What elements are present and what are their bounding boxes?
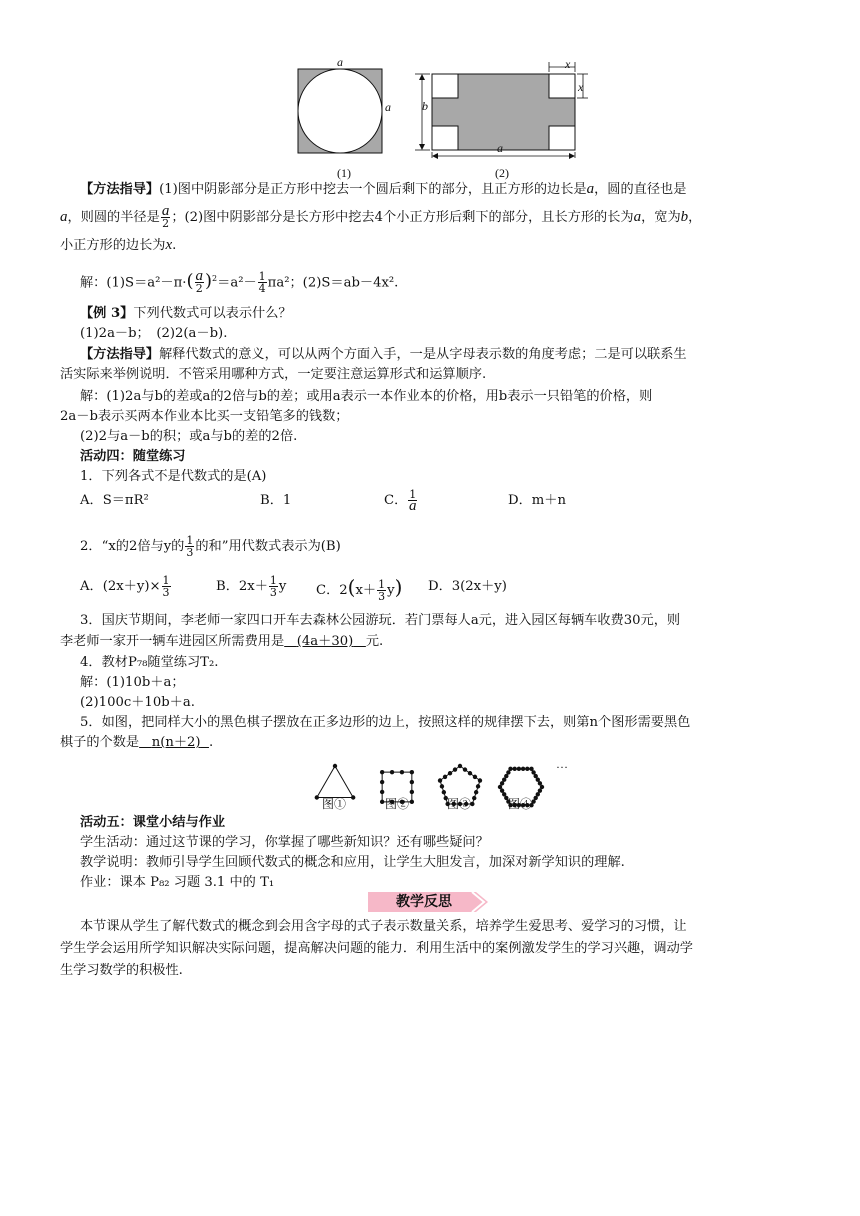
chess-piece-dot: [478, 778, 482, 782]
chess-piece-dot: [508, 767, 512, 771]
poly-caption-1: 图①: [322, 797, 347, 811]
chess-piece-dot: [525, 767, 529, 771]
chess-piece-dot: [410, 780, 414, 784]
q4-stem: 4．教材P₇₈随堂练习T₂.: [80, 655, 219, 670]
chess-piece-dot: [458, 764, 462, 768]
chess-piece-dot: [448, 771, 452, 775]
q5-line2: 棋子的个数是 n(n＋2) .: [60, 735, 214, 750]
fig2-label-x-right: x: [578, 80, 584, 94]
poly-caption-4: 图④: [508, 797, 533, 811]
q1-option-b: B．1: [260, 493, 292, 508]
chess-piece-dot: [400, 770, 404, 774]
q2-option-d: D．3(2x＋y): [428, 579, 507, 594]
polygon-outline: [317, 766, 353, 798]
fraction-a-over-2: $\frac{a}{2}$: [161, 203, 170, 230]
q1-option-d: D．m＋n: [508, 493, 566, 508]
poly-ellipsis: …: [556, 757, 568, 771]
q2-stem: 2．“x的2倍与y的 $\frac{1}{3}$ 的和”用代数式表示为(B): [80, 534, 341, 559]
chess-piece-dot: [453, 767, 457, 771]
q5-line1: 5．如图，把同样大小的黑色棋子摆放在正多边形的边上，按照这样的规律摆下去，则第n个图形需要黑色: [80, 715, 691, 730]
chess-piece-dot: [517, 767, 521, 771]
chess-piece-dot: [442, 790, 446, 794]
fig2-caption: (2): [495, 166, 509, 180]
example3-solution-line1: 解：(1)2a与b的差或a的2倍与b的差；或用a表示一本作业本的价格，用b表示一只铅笔的价格，则: [80, 389, 653, 404]
chess-piece-dot: [521, 767, 525, 771]
q2-option-c: C．2(x＋ $\frac{1}{3}$ y): [316, 575, 403, 603]
q1-stem: 1．下列各式不是代数式的是(A): [80, 469, 267, 484]
fig1-caption: (1): [337, 166, 351, 180]
example3-method-line2: 活实际来举例说明．不管采用哪种方式，一定要注意运算形式和运算顺序.: [60, 367, 487, 382]
chess-piece-dot: [315, 795, 319, 799]
reflection-line2: 学生学会运用所学知识解决实际问题，提高解决问题的能力．利用生活中的案例激发学生的学习兴趣，调动学: [60, 941, 693, 956]
chess-piece-dot: [410, 770, 414, 774]
fig1-label-a-top: a: [337, 55, 343, 69]
q3-line2: 李老师一家开一辆车进园区所需费用是 (4a＋30) 元.: [60, 634, 384, 649]
chess-piece-dot: [473, 775, 477, 779]
poly-caption-3: 图③: [447, 797, 472, 811]
q5-answer: n(n＋2): [151, 735, 201, 750]
chess-piece-dot: [380, 790, 384, 794]
chess-piece-dot: [410, 790, 414, 794]
reflection-line3: 生学习数学的积极性.: [60, 963, 183, 978]
activity5-title: 活动五：课堂小结与作业: [80, 815, 226, 830]
reflection-badge: [368, 890, 490, 914]
chess-piece-dot: [472, 796, 476, 800]
method1-solution: 解：(1)S＝a²－π·( $\frac{a}{2}$ )$^2$＝a²－ $\frac{1}{4}$ πa²；(2)S＝ab－4x².: [80, 268, 399, 296]
chess-piece-dot: [513, 767, 517, 771]
method1-line1: 【方法指导】(1)图中阴影部分是正方形中挖去一个圆后剩下的部分，且正方形的边长是a，圆的直径也是: [80, 181, 687, 197]
fig2-label-x-top: x: [565, 57, 571, 71]
fig1-label-a-right: a: [385, 100, 391, 114]
chess-piece-dot: [390, 770, 394, 774]
q3-answer: (4a＋30): [296, 634, 354, 649]
chess-piece-dot: [351, 795, 355, 799]
example3-solution-line2: 2a－b表示买两本作业本比买一支铅笔多的钱数；: [60, 409, 349, 424]
q2-option-b: B．2x＋ $\frac{1}{3}$ y: [216, 574, 287, 599]
chess-piece-dot: [380, 800, 384, 804]
method1-line2: a，则圆的半径是 $\frac{a}{2}$ ；(2)图中阴影部分是长方形中挖去4个小正方形后剩下的部分，且长方形的长为a，宽为b，: [60, 203, 702, 230]
example3-solution-line3: (2)2与a－b的积；或a与b的差的2倍.: [80, 429, 298, 444]
chess-piece-dot: [476, 784, 480, 788]
fig2-label-b: b: [422, 99, 428, 113]
chess-piece-dot: [463, 767, 467, 771]
q3-line1: 3．国庆节期间，李老师一家四口开车去森林公园游玩．若门票每人a元，进入园区每辆车收费30元，则: [80, 613, 681, 628]
poly-caption-2: 图②: [385, 797, 410, 811]
example3-question: 【例 3】下列代数式可以表示什么？: [80, 306, 292, 321]
chess-piece-dot: [438, 778, 442, 782]
chess-piece-dot: [333, 764, 337, 768]
activity5-line1: 学生活动：通过这节课的学习，你掌握了哪些新知识？还有哪些疑问？: [80, 835, 489, 850]
method1-line3: 小正方形的边长为x.: [60, 237, 177, 253]
chess-piece-dot: [468, 771, 472, 775]
reflection-badge-label: 教学反思: [396, 894, 452, 910]
activity5-line2: 教学说明：教师引导学生回顾代数式的概念和应用，让学生大胆发言，加深对新学知识的理解.: [80, 855, 625, 870]
q4-solution-2: (2)100c＋10b＋a.: [80, 695, 195, 710]
chess-piece-dot: [380, 770, 384, 774]
chess-piece-dot: [474, 790, 478, 794]
example3-method-line1: 【方法指导】解释代数式的意义，可以从两个方面入手，一是从字母表示数的角度考虑；二是可以联系生: [80, 347, 687, 362]
q2-option-a: A．(2x＋y)× $\frac{1}{3}$: [80, 574, 170, 599]
chess-piece-dot: [443, 775, 447, 779]
fig2-label-a: a: [497, 141, 503, 155]
example3-items: (1)2a－b； (2)2(a－b).: [80, 326, 228, 341]
chess-piece-dot: [538, 781, 542, 785]
activity4-title: 活动四：随堂练习: [80, 449, 186, 464]
q1-option-c: C． $\frac{1}{a}$: [384, 488, 417, 514]
q4-solution-1: 解：(1)10b＋a；: [80, 675, 185, 690]
chess-piece-dot: [410, 800, 414, 804]
chess-piece-dot: [380, 780, 384, 784]
activity5-line3: 作业：课本 P₈₂ 习题 3.1 中的 T₁: [80, 875, 275, 890]
q1-option-a: A．S＝πR²: [80, 493, 149, 508]
chess-piece-dot: [440, 784, 444, 788]
reflection-line1: 本节课从学生了解代数式的概念到会用含字母的式子表示数量关系，培养学生爱思考、爱学习的习惯，让: [80, 919, 687, 934]
